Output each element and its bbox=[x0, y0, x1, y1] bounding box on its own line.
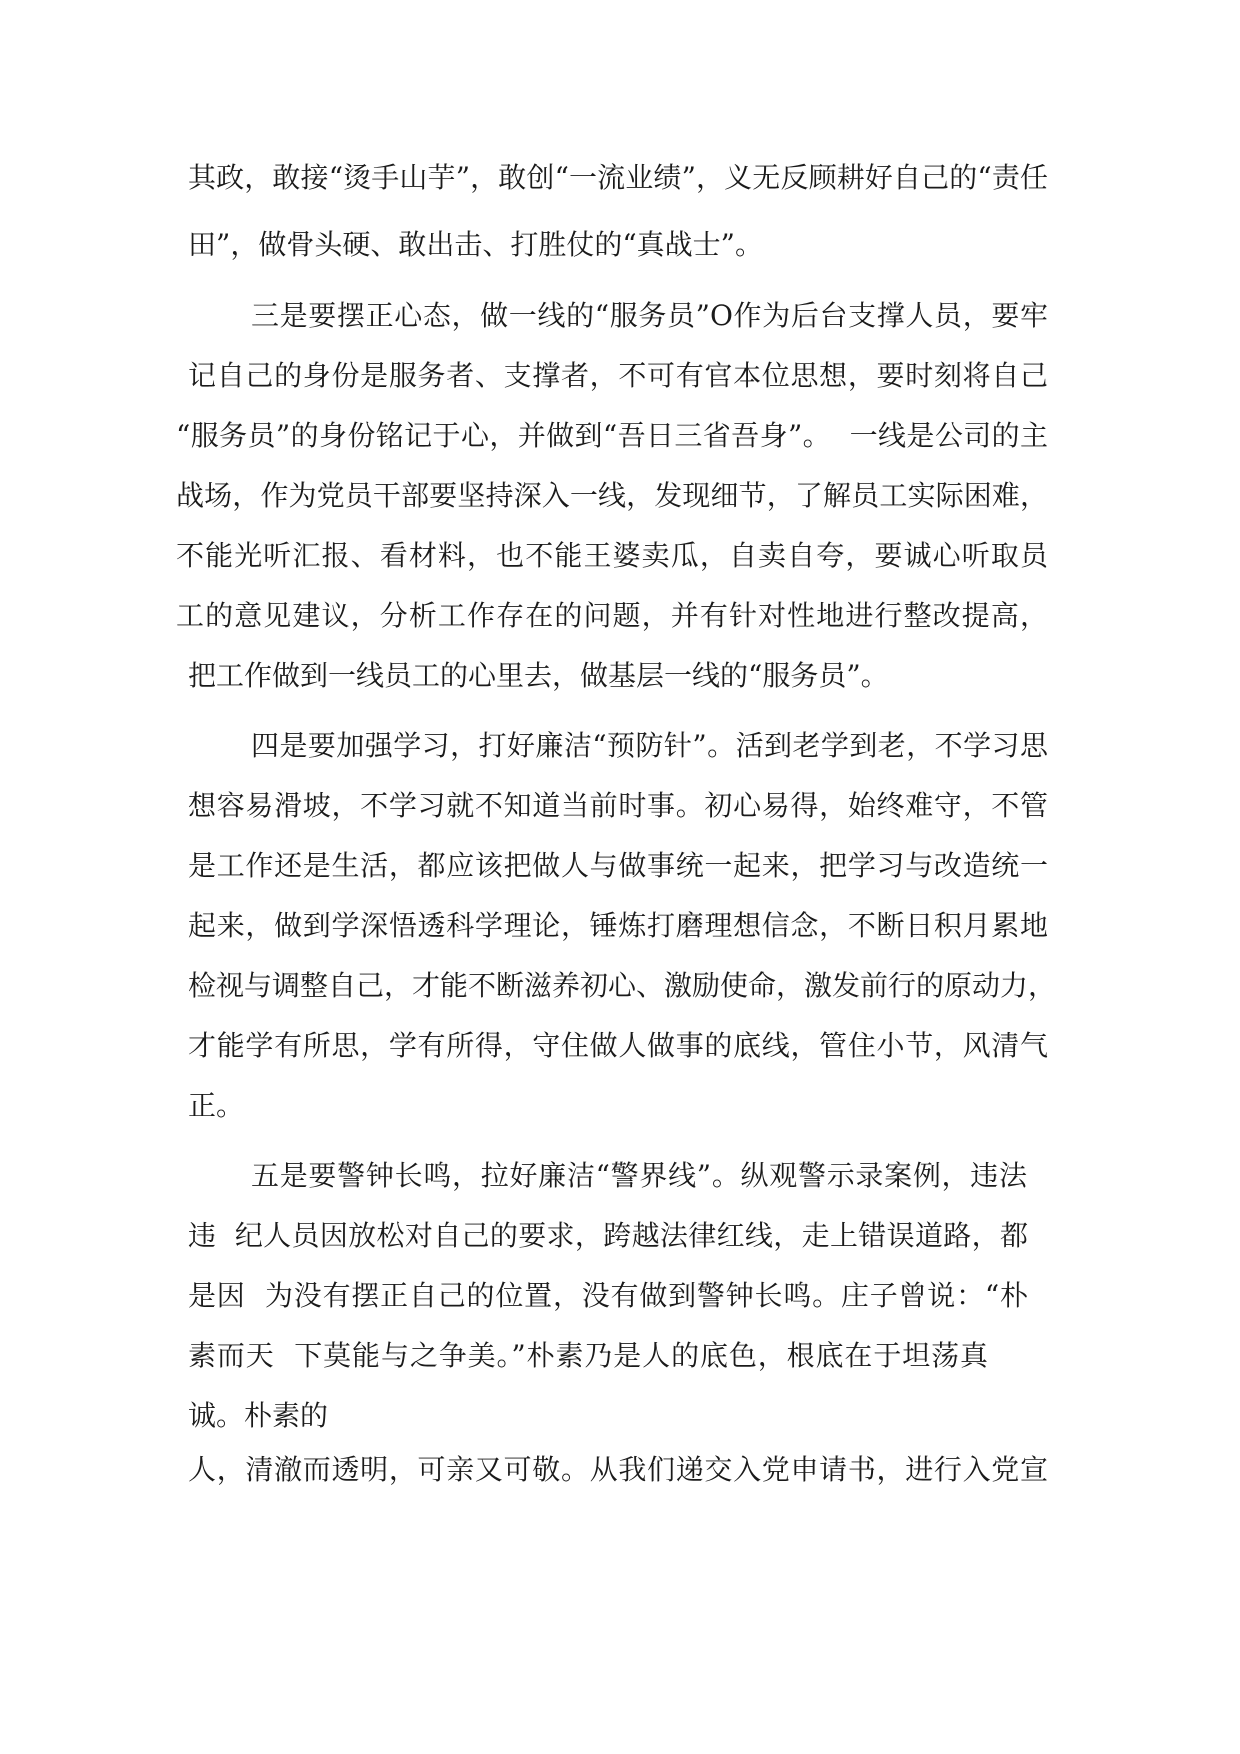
text-line: 素而天 下莫能与之争美。”朴素乃是人的底色，根底在于坦荡真 bbox=[188, 1339, 988, 1372]
text-line: 田”，做骨头硬、敢出击、打胜仗的“真战士”。 bbox=[188, 228, 763, 261]
text-line: “服务员”的身份铭记于心，并做到“吾日三省吾身”。 一线是公司的主 bbox=[176, 419, 1048, 452]
text-line: 是因 为没有摆正自己的位置，没有做到警钟长鸣。庄子曾说：“朴 bbox=[188, 1279, 1028, 1312]
text-line: 人，清澈而透明，可亲又可敬。从我们递交入党申请书，进行入党宣 bbox=[188, 1453, 1048, 1486]
text-line: 不能光听汇报、看材料，也不能王婆卖瓜，自卖自夸，要诚心听取员 bbox=[176, 539, 1048, 572]
text-line: 记自己的身份是服务者、支撑者，不可有官本位思想，要时刻将自己 bbox=[188, 359, 1048, 392]
text-line: 是工作还是生活，都应该把做人与做事统一起来，把学习与改造统一 bbox=[188, 849, 1048, 882]
text-line: 三是要摆正心态，做一线的“服务员”O作为后台支撑人员，要牢 bbox=[251, 299, 1048, 332]
text-line: 把工作做到一线员工的心里去，做基层一线的“服务员”。 bbox=[188, 659, 889, 692]
text-line: 其政，敢接“烫手山芋”，敢创“一流业绩”，义无反顾耕好自己的“责任 bbox=[188, 161, 1048, 194]
text-line: 检视与调整自己，才能不断滋养初心、激励使命，激发前行的原动力， bbox=[188, 969, 1057, 1002]
text-line: 违 纪人员因放松对自己的要求，跨越法律红线，走上错误道路，都 bbox=[188, 1219, 1028, 1252]
text-line: 起来，做到学深悟透科学理论，锤炼打磨理想信念，不断日积月累地 bbox=[188, 909, 1048, 942]
text-line: 四是要加强学习，打好廉洁“预防针”。活到老学到老，不学习思 bbox=[251, 729, 1048, 762]
text-line: 才能学有所思，学有所得，守住做人做事的底线，管住小节，风清气 bbox=[188, 1029, 1048, 1062]
text-line: 正。 bbox=[188, 1089, 245, 1122]
text-line: 五是要警钟长鸣，拉好廉洁“警界线”。纵观警示录案例，违法 bbox=[251, 1159, 1027, 1192]
text-line: 想容易滑坡，不学习就不知道当前时事。初心易得，始终难守，不管 bbox=[188, 789, 1048, 822]
text-line: 工的意见建议，分析工作存在的问题，并有针对性地进行整改提高， bbox=[176, 599, 1048, 632]
text-line: 战场，作为党员干部要坚持深入一线，发现细节，了解员工实际困难， bbox=[176, 479, 1048, 512]
text-line: 诚。朴素的 bbox=[188, 1399, 329, 1432]
